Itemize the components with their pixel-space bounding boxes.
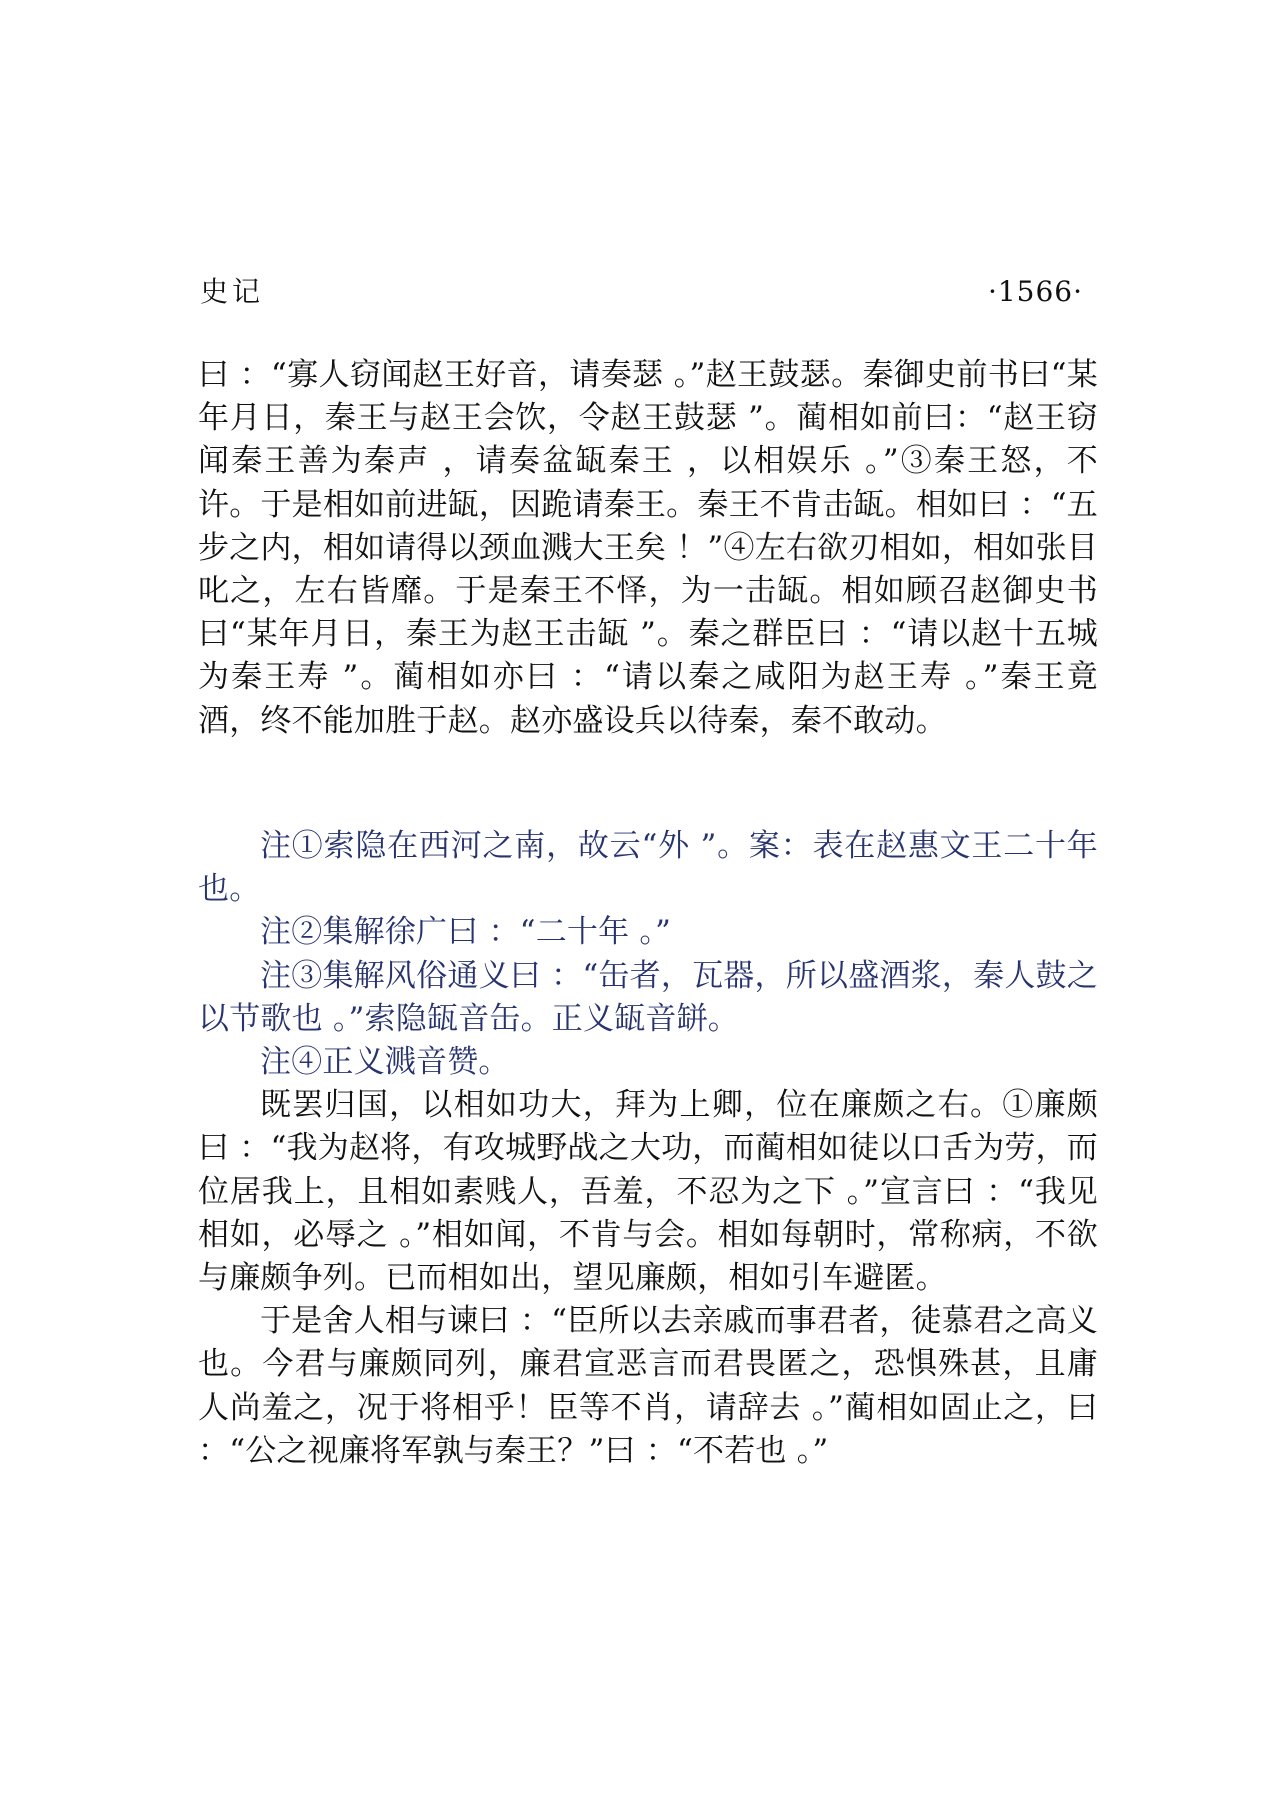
page-header: [200, 270, 1083, 314]
note-1: 注①索隐在西河之南，故云“外 ”。案：表在赵惠文王二十年也。: [198, 828, 1098, 908]
main-paragraph: 曰 ：“寡人窃闻赵王好音，请奏瑟 。”赵王鼓瑟。秦御史前书曰“某年月日，秦王与赵王会饮，令赵王鼓瑟 ”。蔺相如前曰：“赵王窃闻秦王善为秦声 ，请奏盆缻秦王 ，以相娱乐 。”③秦王怒，不许。于是相如前进缻，因跪请秦王。秦王不肯击缻。相如曰 ：“五步之内，相如请得以颈血溅大王矣 ！”④左右欲刃相如，相如张目叱之，左右皆靡。于是秦王不怿，为一击缻。相如顾召赵御史书曰“某年月日，秦王为赵王击缻 ”。秦之群臣曰 ：“请以赵十五城为秦王寿 ”。蔺相如亦曰 ：“请以秦之咸阳为赵王寿 。”秦王竟酒，终不能加胜于赵。赵亦盛设兵以待秦，秦不敢动。: [198, 357, 1098, 739]
note-3: 注③集解风俗通义曰 ：“缶者，瓦器，所以盛酒浆，秦人鼓之以节歌也 。”索隐缻音缶。正义缻音缾。: [198, 957, 1098, 1037]
notes-and-continuation: [198, 825, 1098, 1473]
note-2: 注②集解徐广曰 ：“二十年 。”: [260, 914, 672, 951]
continuation-paragraph-1: 既罢归国，以相如功大，拜为上卿，位在廉颇之右。①廉颇曰 ：“我为赵将，有攻城野战之大功，而蔺相如徒以口舌为劳，而位居我上，且相如素贱人，吾羞，不忍为之下 。”宣言曰 ：“我见相如，必辱之 。”相如闻，不肯与会。相如每朝时，常称病，不欲与廉颇争列。已而相如出，望见廉颇，相如引车避匿。: [198, 1087, 1098, 1297]
page-number: ·1566·: [987, 275, 1083, 308]
note-4: 注④正义溅音赞。: [260, 1044, 510, 1081]
main-text: [198, 354, 1098, 743]
book-title: 史记: [200, 275, 265, 308]
continuation-paragraph-2: 于是舍人相与谏曰 ：“臣所以去亲戚而事君者，徒慕君之高义也。今君与廉颇同列，廉君宣恶言而君畏匿之，恐惧殊甚，且庸人尚羞之，况于将相乎！臣等不肖，请辞去 。”蔺相如固止之，曰 ：“公之视廉将军孰与秦王？”曰 ：“不若也 。”: [198, 1303, 1098, 1469]
